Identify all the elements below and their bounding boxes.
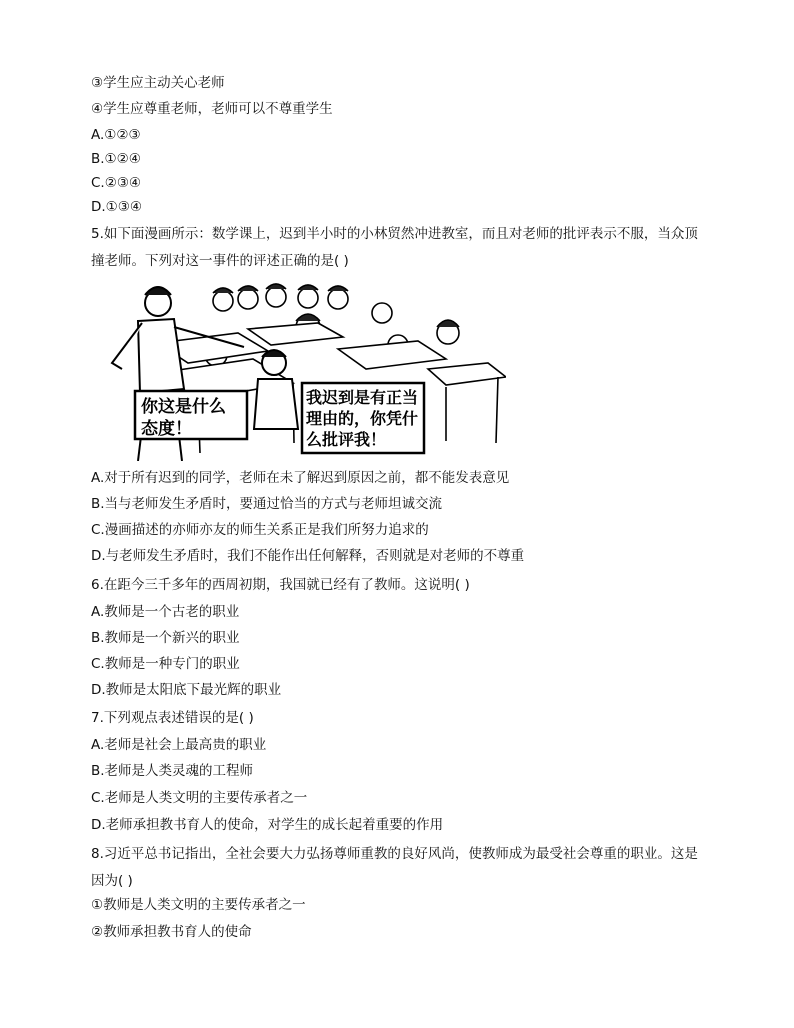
- q6-choice-c: C.教师是一种专门的职业: [91, 656, 240, 672]
- q5-choice-a: A.对于所有迟到的同学，老师在未了解迟到原因之前，都不能发表意见: [91, 470, 510, 486]
- q6-choice-d: D.教师是太阳底下最光辉的职业: [91, 682, 282, 698]
- q6-choice-b: B.教师是一个新兴的职业: [91, 630, 240, 646]
- teacher-bubble-line-2: 态度！: [141, 419, 192, 439]
- student-bubble-line-3: 么批评我！: [306, 430, 387, 449]
- question-8: 8.习近平总书记指出，全社会要大力弘扬尊师重教的良好风尚，使教师成为最受社会尊重的职业。这是因为( ): [91, 846, 698, 889]
- q7-choice-d: D.老师承担教书育人的使命，对学生的成长起着重要的作用: [91, 817, 444, 833]
- student-bubble-line-1: 我迟到是有正当: [306, 388, 419, 407]
- q5-choice-d: D.与老师发生矛盾时，我们不能作出任何解释，否则就是对老师的不尊重: [91, 548, 525, 564]
- choice-c: C.②③④: [91, 175, 142, 191]
- q8-option-2: ②教师承担教书育人的使命: [91, 924, 252, 940]
- q7-choice-c: C.老师是人类文明的主要传承者之一: [91, 790, 308, 806]
- question-6: 6.在距今三千多年的西周初期，我国就已经有了教师。这说明( ): [91, 577, 470, 593]
- q8-option-1: ①教师是人类文明的主要传承者之一: [91, 897, 306, 913]
- option-3: ③学生应主动关心老师: [91, 75, 225, 91]
- teacher-bubble-line-1: 你这是什么: [141, 397, 226, 417]
- option-4: ④学生应尊重老师，老师可以不尊重学生: [91, 101, 333, 117]
- choice-d: D.①③④: [91, 199, 142, 215]
- question-7: 7.下列观点表述错误的是( ): [91, 710, 254, 726]
- question-5: 5.如下面漫画所示：数学课上，迟到半小时的小林贸然冲进教室，而且对老师的批评表示不服，当众顶撞老师。下列对这一事件的评述正确的是( ): [91, 226, 698, 269]
- classroom-cartoon: [98, 283, 506, 461]
- q7-choice-a: A.老师是社会上最高贵的职业: [91, 737, 267, 753]
- choice-a: A.①②③: [91, 127, 141, 143]
- q5-choice-c: C.漫画描述的亦师亦友的师生关系正是我们所努力追求的: [91, 522, 429, 538]
- q6-choice-a: A.教师是一个古老的职业: [91, 604, 240, 620]
- q7-choice-b: B.老师是人类灵魂的工程师: [91, 763, 254, 779]
- q5-choice-b: B.当与老师发生矛盾时，要通过恰当的方式与老师坦诚交流: [91, 496, 443, 512]
- choice-b: B.①②④: [91, 151, 141, 167]
- student-bubble-line-2: 理由的，你凭什: [306, 409, 419, 428]
